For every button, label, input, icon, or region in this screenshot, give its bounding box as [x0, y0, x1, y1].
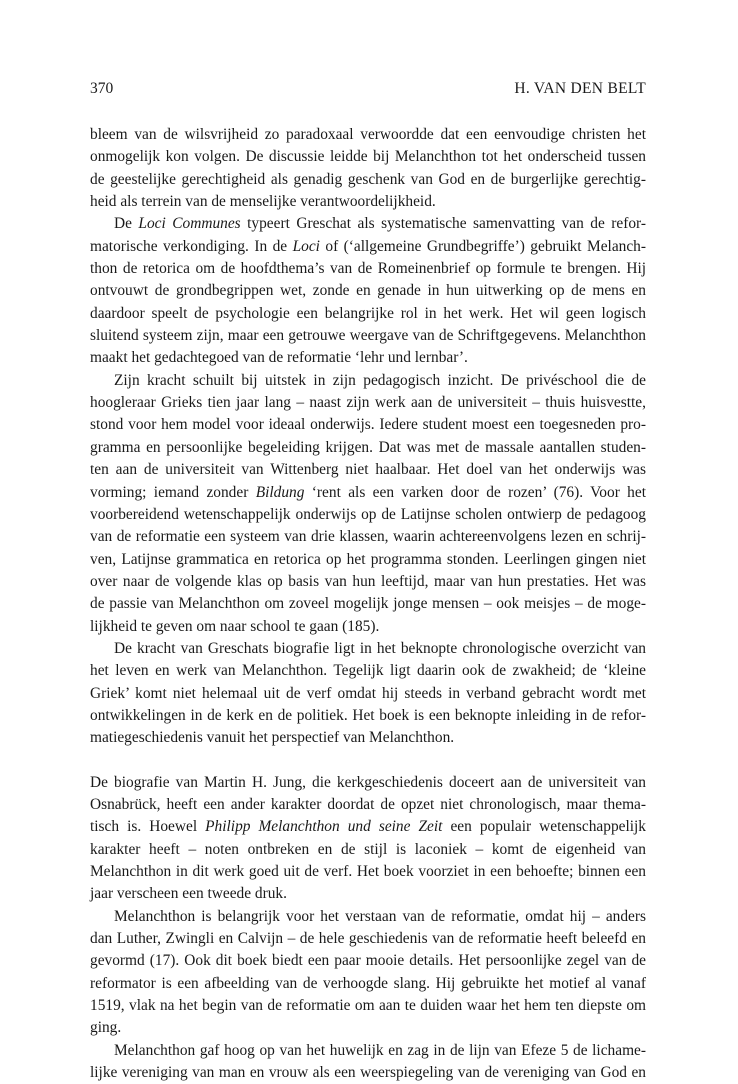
- paragraph: [90, 906, 646, 1040]
- text-run: de passie van Melanchthon om zoveel mogelijk jonge mensen – ook meisjes – de moge-: [90, 595, 646, 613]
- text-run: stond voor hem model voor ideaal onderwijs. Iedere student moest een toegesneden pro-: [90, 416, 646, 434]
- paragraph: [90, 213, 646, 369]
- text-run: De biografie van Martin H. Jung, die kerkgeschiedenis doceert aan de universiteit van: [90, 773, 646, 791]
- text-line: [90, 571, 646, 593]
- text-line: [90, 705, 646, 727]
- text-run: het leven en werk van Melanchthon. Tegelijk ligt daarin ook de zwakheid; de ‘kleine: [90, 662, 646, 680]
- text-line: [90, 950, 646, 972]
- text-line: [90, 816, 646, 838]
- text-line: [90, 638, 646, 660]
- text-line: [90, 392, 646, 414]
- text-line: [90, 169, 646, 191]
- text-line: [90, 347, 646, 369]
- text-run: lijke vereniging van man en vrouw als een weerspiegeling van de vereniging van God en: [90, 1064, 646, 1082]
- text-line: [90, 1062, 646, 1084]
- text-line: [90, 213, 646, 235]
- text-line: [90, 258, 646, 280]
- text-line: [90, 191, 646, 213]
- text-run: reformator is een afbeelding van de verhoogde slang. Hij gebruikte het motief al vanaf: [90, 974, 646, 992]
- text-line: [90, 370, 646, 392]
- text-line: [90, 437, 646, 459]
- text-run: ‘rent als een varken door de rozen’ (76). Voor het: [304, 483, 646, 501]
- text-line: [90, 883, 646, 905]
- text-run: Melanchthon gaf hoog op van het huwelijk en zag in de lijn van Efeze 5 de lichame-: [114, 1041, 646, 1059]
- text-run: ontwikkelingen in de kerk en de politiek. Het boek is een beknopte inleiding in de refor-: [90, 706, 646, 724]
- text-run: onmogelijk kon volgen. De discussie leidde bij Melanchthon tot het onderscheid tussen: [90, 148, 646, 166]
- text-run: thon de retorica om de hoofdthema’s van de Romeinenbrief op formule te brengen. Hij: [90, 260, 646, 278]
- text-line: [90, 124, 646, 146]
- text-run: daardoor speelt de psychologie een belangrijke rol in het werk. Het wil geen logisch: [90, 304, 646, 322]
- text-run: De: [114, 215, 139, 233]
- text-run: maakt het gedachtegoed van de reformatie ‘lehr und lernbar’.: [90, 349, 468, 367]
- text-run: ven, Latijnse grammatica en retorica op het programma stonden. Leerlingen gingen niet: [90, 550, 646, 568]
- text-run: Melanchthon is belangrijk voor het verstaan van de reformatie, omdat hij – anders: [114, 907, 646, 925]
- text-line: [90, 303, 646, 325]
- text-line: [90, 325, 646, 347]
- text-line: [90, 504, 646, 526]
- italic-title: Loci Communes: [138, 215, 241, 233]
- text-line: [90, 593, 646, 615]
- text-run: lijkheid te geven om naar school te gaan (185).: [90, 617, 380, 635]
- text-run: ontvouwt de grondbegrippen wet, zonde en genade in hun uitwerking op de mens en: [90, 282, 646, 300]
- italic-title: Bildung: [255, 483, 305, 501]
- text-line: [90, 280, 646, 302]
- text-run: karakter heeft – noten ontbreken en de stijl is laconiek – komt de eigenheid van: [90, 840, 646, 858]
- paragraph: [90, 772, 646, 906]
- text-line: [90, 549, 646, 571]
- text-run: ten aan de universiteit van Wittenberg niet haalbaar. Het doel van het onderwijs was: [90, 461, 646, 479]
- text-line: [90, 482, 646, 504]
- text-run: gevormd (17). Ook dit boek biedt een paar mooie details. Het persoonlijke zegel van de: [90, 952, 646, 970]
- text-line: [90, 995, 646, 1017]
- text-run: Griek’ komt niet helemaal uit de verf omdat hij steeds in verband gebracht wordt met: [90, 684, 646, 702]
- text-line: [90, 928, 646, 950]
- text-line: [90, 1017, 646, 1039]
- text-run: 1519, vlak na het begin van de reformatie om aan te duiden waar het hem ten diepste om: [90, 997, 646, 1015]
- text-line: [90, 459, 646, 481]
- text-line: [90, 683, 646, 705]
- text-run: Melanchthon in dit werk goed uit de verf. Het boek voorziet in een behoefte; binnen een: [90, 863, 646, 880]
- italic-title: Philipp Melanchthon und seine Zeit: [205, 818, 443, 836]
- section-break: [90, 750, 646, 772]
- text-run: matiegeschiedenis vanuit het perspectief van Melanchthon.: [90, 729, 455, 747]
- text-run: ging.: [90, 1019, 122, 1037]
- paragraph: [90, 1040, 646, 1084]
- text-line: [90, 794, 646, 816]
- text-run: voorbereidend wetenschappelijk onderwijs op de Latijnse scholen ontwierp de pedagoog: [90, 505, 646, 523]
- text-run: tisch is. Hoewel: [90, 818, 206, 836]
- text-run: matorische verkondiging. In de: [90, 237, 293, 255]
- body-text: [90, 124, 646, 1084]
- text-run: over naar de volgende klas op basis van hun leeftijd, maar van hun prestaties. Het was: [90, 572, 646, 590]
- text-run: bleem van de wilsvrijheid zo paradoxaal verwoordde dat een eenvoudige christen het: [90, 126, 646, 143]
- text-line: [90, 727, 646, 749]
- text-line: [90, 236, 646, 258]
- text-run: sluitend systeem zijn, maar een getrouwe weergave van de Schriftgegevens. Melanchthon: [90, 327, 646, 345]
- text-line: [90, 973, 646, 995]
- text-run: of (‘allgemeine Grundbegriffe’) gebruikt Melanch-: [319, 237, 646, 255]
- running-head-author: H. VAN DEN BELT: [514, 80, 646, 97]
- text-line: [90, 526, 646, 548]
- text-run: jaar verscheen een tweede druk.: [90, 885, 287, 903]
- text-run: een populair wetenschappelijk: [442, 818, 647, 836]
- text-run: vorming; iemand zonder: [90, 483, 256, 501]
- text-line: [90, 906, 646, 928]
- text-line: [90, 861, 646, 883]
- page-number: 370: [90, 80, 114, 97]
- italic-title: Loci: [292, 237, 320, 255]
- text-line: [90, 1040, 646, 1062]
- text-line: [90, 616, 646, 638]
- text-line: [90, 839, 646, 861]
- paragraph: [90, 638, 646, 750]
- text-run: Zijn kracht schuilt bij uitstek in zijn pedagogisch inzicht. De privéschool die de: [114, 371, 646, 389]
- text-line: [90, 660, 646, 682]
- text-run: heid als terrein van de menselijke verantwoordelijkheid.: [90, 193, 436, 211]
- text-run: gramma en persoonlijke begeleiding krijgen. Dat was met de massale aantallen studen-: [90, 438, 646, 456]
- text-run: hoogleraar Grieks tien jaar lang – naast zijn werk aan de universiteit – thuis huisvestte,: [90, 394, 646, 412]
- text-run: Osnabrück, heeft een ander karakter doordat de opzet niet chronologisch, maar thema-: [90, 795, 646, 813]
- text-run: de geestelijke gerechtigheid als genadig geschenk van God en de burgerlijke gerechtig-: [90, 170, 646, 188]
- text-run: De kracht van Greschats biografie ligt in het beknopte chronologische overzicht van: [114, 639, 646, 657]
- text-line: [90, 146, 646, 168]
- paragraph: [90, 370, 646, 638]
- text-line: [90, 414, 646, 436]
- text-run: dan Luther, Zwingli en Calvijn – de hele geschiedenis van de reformatie heeft beleefd en: [90, 930, 646, 948]
- text-run: typeert Greschat als systematische samenvatting van de refor-: [240, 215, 646, 233]
- paragraph: [90, 124, 646, 213]
- text-run: van de reformatie een systeem van drie klassen, waarin achtereenvolgens lezen en schrij-: [90, 528, 646, 546]
- text-line: [90, 772, 646, 794]
